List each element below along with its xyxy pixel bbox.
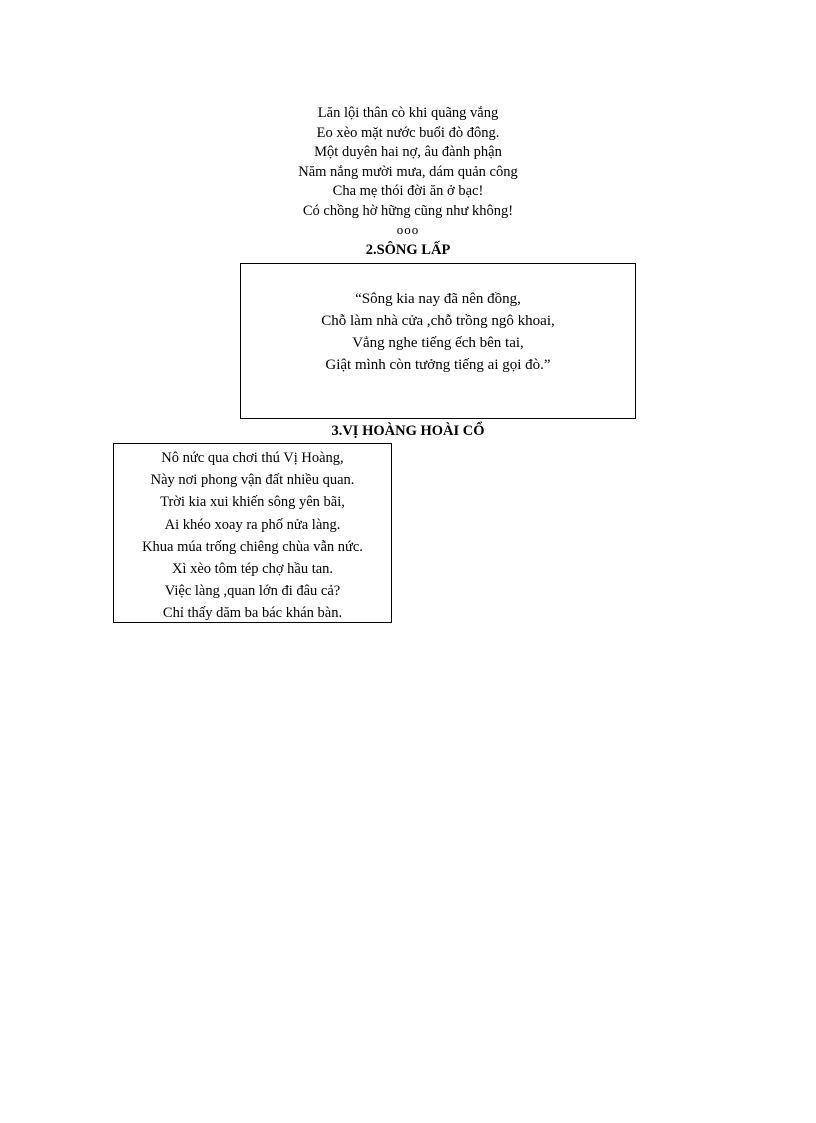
poem-line: Trời kia xui khiến sông yên bãi, [160,494,345,511]
poem-line: Chỉ thấy dăm ba bác khán bàn. [162,605,343,622]
poem-line: Cha mẹ thói đời ăn ở bạc! [332,183,484,199]
poem-line: Nô nức qua chơi thú Vị Hoàng, [161,450,344,466]
poem-line: Năm nắng mười mưa, dám quản công [298,163,518,180]
poem-line: Khua múa trống chiêng chùa vẫn nức. [142,538,363,555]
poem-line: Việc làng ,quan lớn đi đâu cả? [164,583,341,600]
poem-line: Xì xèo tôm tép chợ hầu tan. [171,561,334,578]
poem-line: “Sông kia nay đã nên đồng, [355,291,521,307]
poem-line: Một duyên hai nợ, âu đành phận [314,144,502,160]
poem-line: Chỗ làm nhà cửa ,chỗ trồng ngô khoai, [321,313,555,329]
poem-line: Lăn lội thân cò khi quãng vắng [317,105,499,121]
poem-line: Này nơi phong vận đất nhiều quan. [150,472,355,489]
poem-box-vi-hoang [113,443,392,623]
poem-line: Giật mình còn tưởng tiếng ai gọi đò.” [325,357,551,373]
section-title-vi-hoang: 3.VỊ HOÀNG HOÀI CỔ [331,423,485,439]
section-separator: ooo [396,222,420,237]
poem-stanza [250,104,566,221]
section-title-song-lap: 2.SÔNG LẤP [365,242,451,258]
poem-line: Ai khéo xoay ra phố nửa làng. [164,516,341,533]
poem-line: Vẳng nghe tiếng ếch bên tai, [352,335,524,351]
poem-line: Có chồng hờ hững cũng như không! [302,202,514,219]
poem-box-song-lap [240,263,636,419]
poem-line: Eo xèo mặt nước buổi đò đông. [316,124,500,141]
